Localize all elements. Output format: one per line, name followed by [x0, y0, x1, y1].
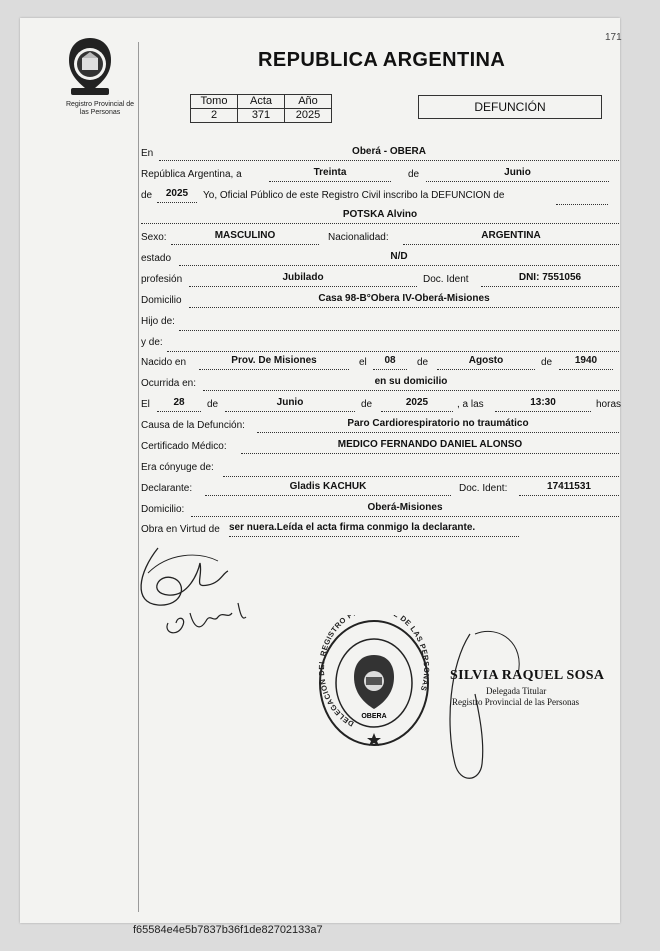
- birthplace-value: Prov. De Misiones: [199, 355, 349, 370]
- acta-header: Acta: [238, 95, 285, 109]
- seal-city: OBERA: [361, 713, 387, 720]
- tomo-header: Tomo: [191, 95, 238, 109]
- death-year-value: 2025: [381, 397, 453, 412]
- obra-value: ser nuera.Leída el acta firma conmigo la declarante.: [229, 522, 519, 537]
- day-words-value: Treinta: [269, 167, 391, 182]
- declarant-id-value: 17411531: [519, 481, 619, 496]
- registry-name: Registro Provincial de las Personas: [65, 101, 135, 116]
- provincial-emblem: [65, 36, 115, 103]
- seal-text: DELEGACION L REGISTRO P DE LAS PER NAS: [318, 615, 430, 729]
- anio-value: 2025: [285, 109, 332, 123]
- acta-value: 371: [238, 109, 285, 123]
- declarant-signature: [128, 533, 278, 648]
- margin-line: [138, 42, 139, 912]
- death-time-value: 13:30: [495, 397, 591, 412]
- death-month-value: Junio: [225, 397, 355, 412]
- deceased-name: POTSKA Alvino: [141, 209, 619, 224]
- declarant-address-value: Oberá-Misiones: [191, 502, 619, 517]
- document-hash: f65584e4e5b7837b36f1de82702133a7: [133, 924, 323, 936]
- declarant-value: Gladis KACHUK: [205, 481, 451, 496]
- sex-value: MASCULINO: [171, 230, 319, 245]
- official-name: SILVIA RAQUEL SOSA: [450, 668, 605, 683]
- official-seal: [318, 615, 430, 760]
- death-day-value: 28: [157, 397, 201, 412]
- nationality-value: ARGENTINA: [403, 230, 619, 245]
- tomo-value: 2: [191, 109, 238, 123]
- document-title: REPUBLICA ARGENTINA: [258, 49, 506, 71]
- profession-value: Jubilado: [189, 272, 417, 287]
- birth-month-value: Agosto: [437, 355, 535, 370]
- page-number: 171: [605, 32, 622, 43]
- cause-value: Paro Cardiorespiratorio no traumático: [257, 418, 619, 433]
- medical-certificate-value: MEDICO FERNANDO DANIEL ALONSO: [241, 439, 619, 454]
- address-value: Casa 98-B°Obera IV-Oberá-Misiones: [189, 293, 619, 308]
- certificate-page: 171 Registro Provincial de las Personas REPUBLICA ARGENTINA Tomo Acta Año 2 371 2025 DEFUNCIÓN En Oberá - OBERA República Argentina, a Treinta de Junio de 2025 Yo, Oficial Público de este Registro Civil inscribo la DEFUNCION de POTSKA Alvino Sexo: MASCULINO Nacionalidad: ARGENTINA estado N/D profesión Jubilado Doc. Ident DNI: 7551056 Domicilio Casa 98-B°Obera IV-Oberá-Misiones Hijo de: y de: Nacido en Prov. De Misiones el 08 de Agosto de 1940 Ocurrida en: en su domicilio El 28 de Junio de 2025 , a las 13:30 horas Causa de la Defunción: Paro Cardiorespiratorio no traumático Certificado Médico: MEDICO FERNANDO DANIEL ALONSO Era cónyuge de: Declarante: Gladis KACHUK Doc. Ident: 17411531 Domicilio: Oberá-Misiones Obra en Virtud de ser nuera.Leída el acta firma conmigo la declarante. DELEGACION L REGISTRO P DE LAS PER NAS OBERA SILVIA RAQUEL SOSA Delegada Titular Registro Provincial de las Personas: [20, 18, 620, 923]
- month-value: Junio: [426, 167, 609, 182]
- birth-day-value: 08: [373, 355, 407, 370]
- place-value: Oberá - OBERA: [159, 146, 619, 161]
- document-type-box: DEFUNCIÓN: [418, 95, 602, 119]
- civil-status-value: N/D: [179, 251, 619, 266]
- death-place-value: en su domicilio: [203, 376, 619, 391]
- official-role: Delegada Titular: [486, 686, 547, 696]
- register-table: [190, 94, 332, 123]
- birth-year-value: 1940: [559, 355, 613, 370]
- official-block: [450, 668, 604, 707]
- year-value: 2025: [157, 188, 197, 203]
- anio-header: Año: [285, 95, 332, 109]
- document-id-value: DNI: 7551056: [481, 272, 619, 287]
- official-office: Registro Provincial de las Personas: [452, 697, 579, 707]
